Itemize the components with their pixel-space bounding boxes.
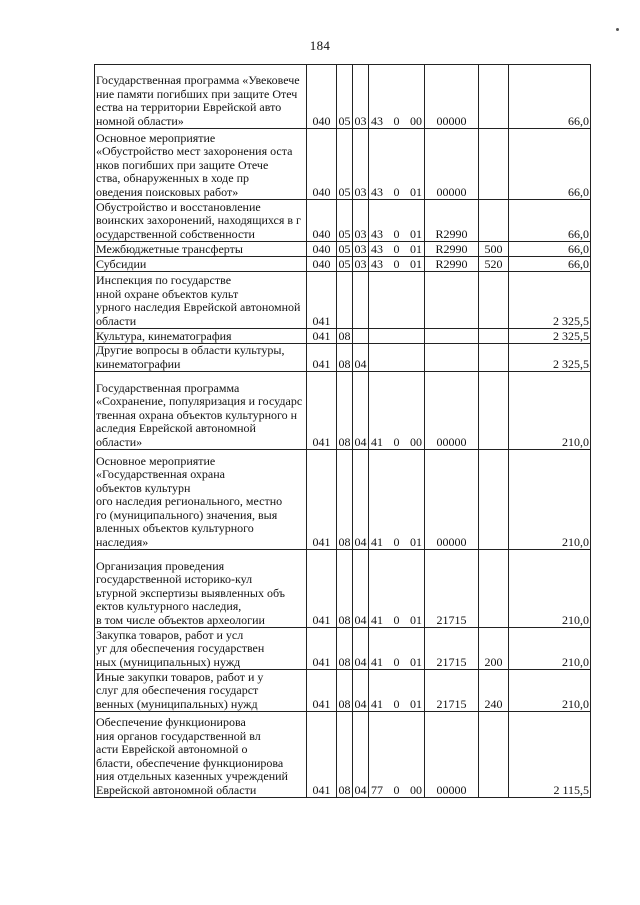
expense-type-code (479, 272, 509, 329)
subsection-code: 04 (353, 344, 369, 372)
ministry-code: 041 (307, 450, 337, 550)
section-code: 08 (337, 628, 353, 670)
row-name-line: уг для обеспечения государствен (96, 641, 265, 655)
program-code: 41 (371, 696, 383, 711)
event-code: 01 (410, 534, 422, 549)
subprogram-code: 0 (393, 226, 400, 241)
section-code: 08 (338, 328, 351, 343)
table-row (95, 450, 591, 550)
subprogram-code: 0 (393, 654, 400, 669)
target-article-code (369, 712, 425, 798)
row-name: Субсидии (95, 257, 307, 272)
section-code: 08 (337, 344, 353, 372)
amount: 210,0 (509, 450, 591, 550)
row-name-line: слуг для обеспечения государст (96, 683, 259, 697)
row-name-line: «Сохранение, популяризация и государс (96, 394, 303, 408)
row-name-line: венных (муниципальных) нужд (96, 696, 258, 711)
direction-code: 00000 (425, 712, 479, 798)
amount: 210,0 (509, 550, 591, 628)
row-name-line: Организация проведения (96, 558, 225, 573)
subsection-code: 04 (353, 670, 369, 712)
row-name: Культура, кинематография (95, 329, 307, 344)
subsection-code: 04 (353, 550, 369, 628)
subsection-code: 03 (354, 241, 367, 256)
table-row (95, 372, 591, 450)
amount: 210,0 (509, 372, 591, 450)
subprogram-code: 0 (393, 612, 400, 627)
row-name-line: нной охране объектов культ (96, 286, 239, 301)
subprogram-code: 0 (393, 241, 400, 256)
direction-code: R2990 (425, 242, 479, 257)
event-code: 01 (410, 226, 422, 241)
row-name (95, 670, 307, 712)
subsection-code: 04 (353, 372, 369, 450)
row-name-line: твенная охрана объектов культурного н (96, 407, 298, 422)
event-code: 01 (410, 696, 422, 711)
target-article-code (369, 670, 425, 712)
row-name (95, 272, 307, 329)
scan-speck (616, 28, 619, 31)
row-name-line: области» (96, 434, 143, 449)
direction-code: 00000 (425, 65, 479, 129)
direction-code: 21715 (425, 670, 479, 712)
target-article-code (369, 129, 425, 200)
row-name (95, 65, 307, 129)
row-name-line: Государственная программа (96, 380, 240, 395)
row-name (95, 712, 307, 798)
table-row (95, 712, 591, 798)
amount: 66,0 (509, 257, 591, 272)
subprogram-code: 0 (393, 434, 400, 449)
target-article-code (369, 628, 425, 670)
program-code: 43 (371, 241, 383, 256)
expense-type-code: 500 (479, 242, 509, 257)
target-article-code (369, 65, 425, 129)
row-name-line: кинематографии (96, 356, 181, 371)
event-code: 00 (410, 782, 422, 797)
subprogram-code: 0 (393, 534, 400, 549)
row-name: Межбюджетные трансферты (95, 242, 307, 257)
direction-code: 00000 (425, 450, 479, 550)
ministry-code: 041 (307, 712, 337, 798)
subsection-code: 03 (354, 256, 367, 271)
row-name-line: «Государственная охрана (96, 467, 225, 481)
subsection-code: 04 (353, 450, 369, 550)
row-name-line: Инспекция по государстве (96, 273, 232, 287)
row-name-line: асти Еврейской автономной о (96, 742, 248, 756)
direction-code (425, 344, 479, 372)
subprogram-code: 0 (393, 696, 400, 711)
row-name-line: ния отдельных казенных учреждений (96, 769, 288, 783)
section-code: 08 (337, 670, 353, 712)
row-name-line: урного наследия Еврейской автономной (96, 300, 301, 314)
section-code (337, 272, 353, 329)
row-name-line: «Обустройство мест захоронения оста (96, 144, 293, 158)
expense-type-code (479, 129, 509, 200)
subprogram-code: 0 (393, 184, 400, 199)
table-row (95, 344, 591, 372)
row-name-line: Обустройство и восстановление (96, 199, 261, 214)
row-name-line: оведения поисковых работ» (96, 184, 239, 199)
amount: 2 325,5 (509, 344, 591, 372)
direction-code (425, 272, 479, 329)
row-name-line: Иные закупки товаров, работ и у (96, 669, 264, 684)
program-code: 43 (371, 226, 383, 241)
amount: 210,0 (509, 670, 591, 712)
subprogram-code: 0 (393, 256, 400, 271)
subsection-code: 03 (353, 65, 369, 129)
row-name-line: го (муниципального) значения, выя (96, 507, 278, 522)
section-code: 05 (337, 129, 353, 200)
ministry-code: 041 (307, 670, 337, 712)
row-name (95, 450, 307, 550)
amount: 66,0 (509, 65, 591, 129)
row-name-line: Государственная программа «Увековече (96, 73, 300, 87)
expense-type-code: 200 (479, 628, 509, 670)
program-code: 43 (371, 113, 383, 128)
row-name-line: ства, обнаруженных в ходе пр (96, 171, 250, 185)
row-name-line: ества на территории Еврейской авто (96, 100, 282, 114)
target-article-code (369, 257, 425, 272)
amount: 2 325,5 (509, 272, 591, 329)
ministry-code: 041 (307, 372, 337, 450)
row-name-line: осударственной собственности (96, 226, 255, 241)
expense-type-code: 240 (479, 670, 509, 712)
target-article-code (369, 372, 425, 450)
ministry-code: 040 (307, 242, 337, 257)
target-article-code (369, 200, 425, 242)
section-code: 05 (337, 200, 353, 242)
row-name-line: в том числе объектов археологии (96, 612, 265, 627)
event-code: 01 (410, 256, 422, 271)
row-name-line: Еврейской автономной области (96, 782, 257, 797)
section-code: 08 (337, 372, 353, 450)
row-name-line: воинских захоронений, находящихся в г (96, 213, 301, 227)
row-name-line: ния органов государственной вл (96, 728, 261, 743)
row-name (95, 344, 307, 372)
row-name-line: государственной историко-кул (96, 572, 253, 586)
expense-type-code (479, 372, 509, 450)
event-code: 01 (410, 241, 422, 256)
amount: 210,0 (509, 628, 591, 670)
ministry-code: 041 (307, 344, 337, 372)
row-name-line: бласти, обеспечение функционирова (96, 755, 284, 770)
row-name-line: ого наследия регионального, местно (96, 494, 283, 508)
row-name-line: Закупка товаров, работ и усл (96, 627, 244, 642)
target-article-code (369, 550, 425, 628)
table-row (95, 65, 591, 129)
ministry-code: 040 (307, 257, 337, 272)
page-number: 184 (309, 38, 331, 53)
row-name-line: ьтурной экспертизы выявленных объ (96, 585, 285, 600)
row-name-line: области (96, 313, 137, 328)
subsection-code (353, 272, 369, 329)
event-code: 00 (410, 434, 422, 449)
amount: 66,0 (509, 200, 591, 242)
direction-code: R2990 (425, 257, 479, 272)
budget-table (94, 64, 591, 798)
row-name-line: аследия Еврейской автономной (96, 421, 256, 435)
program-code: 43 (371, 184, 383, 199)
program-code: 77 (371, 782, 383, 797)
section-code: 08 (337, 550, 353, 628)
ministry-code: 041 (307, 329, 337, 344)
event-code: 01 (410, 654, 422, 669)
event-code: 01 (410, 184, 422, 199)
row-name-line: ектов культурного наследия, (96, 599, 242, 613)
section-code: 08 (337, 450, 353, 550)
table-row (95, 242, 591, 257)
target-article-code (369, 242, 425, 257)
table-row (95, 257, 591, 272)
row-name-line: нков погибших при защите Отече (96, 157, 269, 172)
event-code: 00 (410, 113, 422, 128)
amount: 66,0 (509, 242, 591, 257)
table-row (95, 550, 591, 628)
expense-type-code (479, 450, 509, 550)
row-name-line: Обеспечение функционирова (96, 715, 246, 729)
row-name (95, 129, 307, 200)
ministry-code: 041 (307, 550, 337, 628)
direction-code: 21715 (425, 628, 479, 670)
expense-type-code (479, 712, 509, 798)
table-row (95, 628, 591, 670)
section-code: 08 (337, 712, 353, 798)
expense-type-code (479, 200, 509, 242)
section-code: 05 (337, 65, 353, 129)
direction-code: 00000 (425, 129, 479, 200)
target-article-code (369, 450, 425, 550)
table-row (95, 329, 591, 344)
amount: 2 325,5 (509, 329, 591, 344)
section-code: 05 (338, 256, 351, 271)
row-name (95, 550, 307, 628)
program-code: 41 (371, 654, 383, 669)
row-name (95, 372, 307, 450)
subsection-code: 03 (353, 129, 369, 200)
direction-code: R2990 (425, 200, 479, 242)
section-code: 05 (338, 241, 351, 256)
table-row (95, 200, 591, 242)
expense-type-code (479, 550, 509, 628)
ministry-code: 040 (307, 129, 337, 200)
direction-code: 00000 (425, 372, 479, 450)
table-row (95, 129, 591, 200)
expense-type-code (479, 344, 509, 372)
row-name (95, 628, 307, 670)
subprogram-code: 0 (393, 113, 400, 128)
row-name-line: объектов культурн (96, 480, 191, 495)
target-article-code (369, 344, 425, 372)
ministry-code: 040 (307, 65, 337, 129)
expense-type-code (479, 329, 509, 344)
row-name-line: ных (муниципальных) нужд (96, 654, 241, 669)
ministry-code: 040 (307, 200, 337, 242)
row-name-line: вленных объектов культурного наследия» (96, 521, 254, 549)
row-name-line: ние памяти погибших при защите Отеч (96, 86, 298, 101)
expense-type-code: 520 (479, 257, 509, 272)
row-name-line: Основное мероприятие (96, 453, 216, 468)
direction-code: 21715 (425, 550, 479, 628)
subprogram-code: 0 (393, 782, 400, 797)
row-name (95, 200, 307, 242)
program-code: 41 (371, 434, 383, 449)
table-row (95, 272, 591, 329)
expense-type-code (479, 65, 509, 129)
target-article-code (369, 329, 425, 344)
direction-code (425, 329, 479, 344)
ministry-code: 041 (307, 272, 337, 329)
row-name-line: Другие вопросы в области культуры, (96, 343, 285, 357)
row-name-line: Основное мероприятие (96, 130, 216, 145)
program-code: 41 (371, 612, 383, 627)
row-name-line: номной области» (96, 113, 184, 128)
target-article-code (369, 272, 425, 329)
ministry-code: 041 (307, 628, 337, 670)
program-code: 43 (371, 256, 383, 271)
table-row (95, 670, 591, 712)
subsection-code: 04 (353, 712, 369, 798)
program-code: 41 (371, 534, 383, 549)
subsection-code (353, 329, 369, 344)
event-code: 01 (410, 612, 422, 627)
subsection-code: 04 (353, 628, 369, 670)
subsection-code: 03 (353, 200, 369, 242)
amount: 2 115,5 (509, 712, 591, 798)
amount: 66,0 (509, 129, 591, 200)
